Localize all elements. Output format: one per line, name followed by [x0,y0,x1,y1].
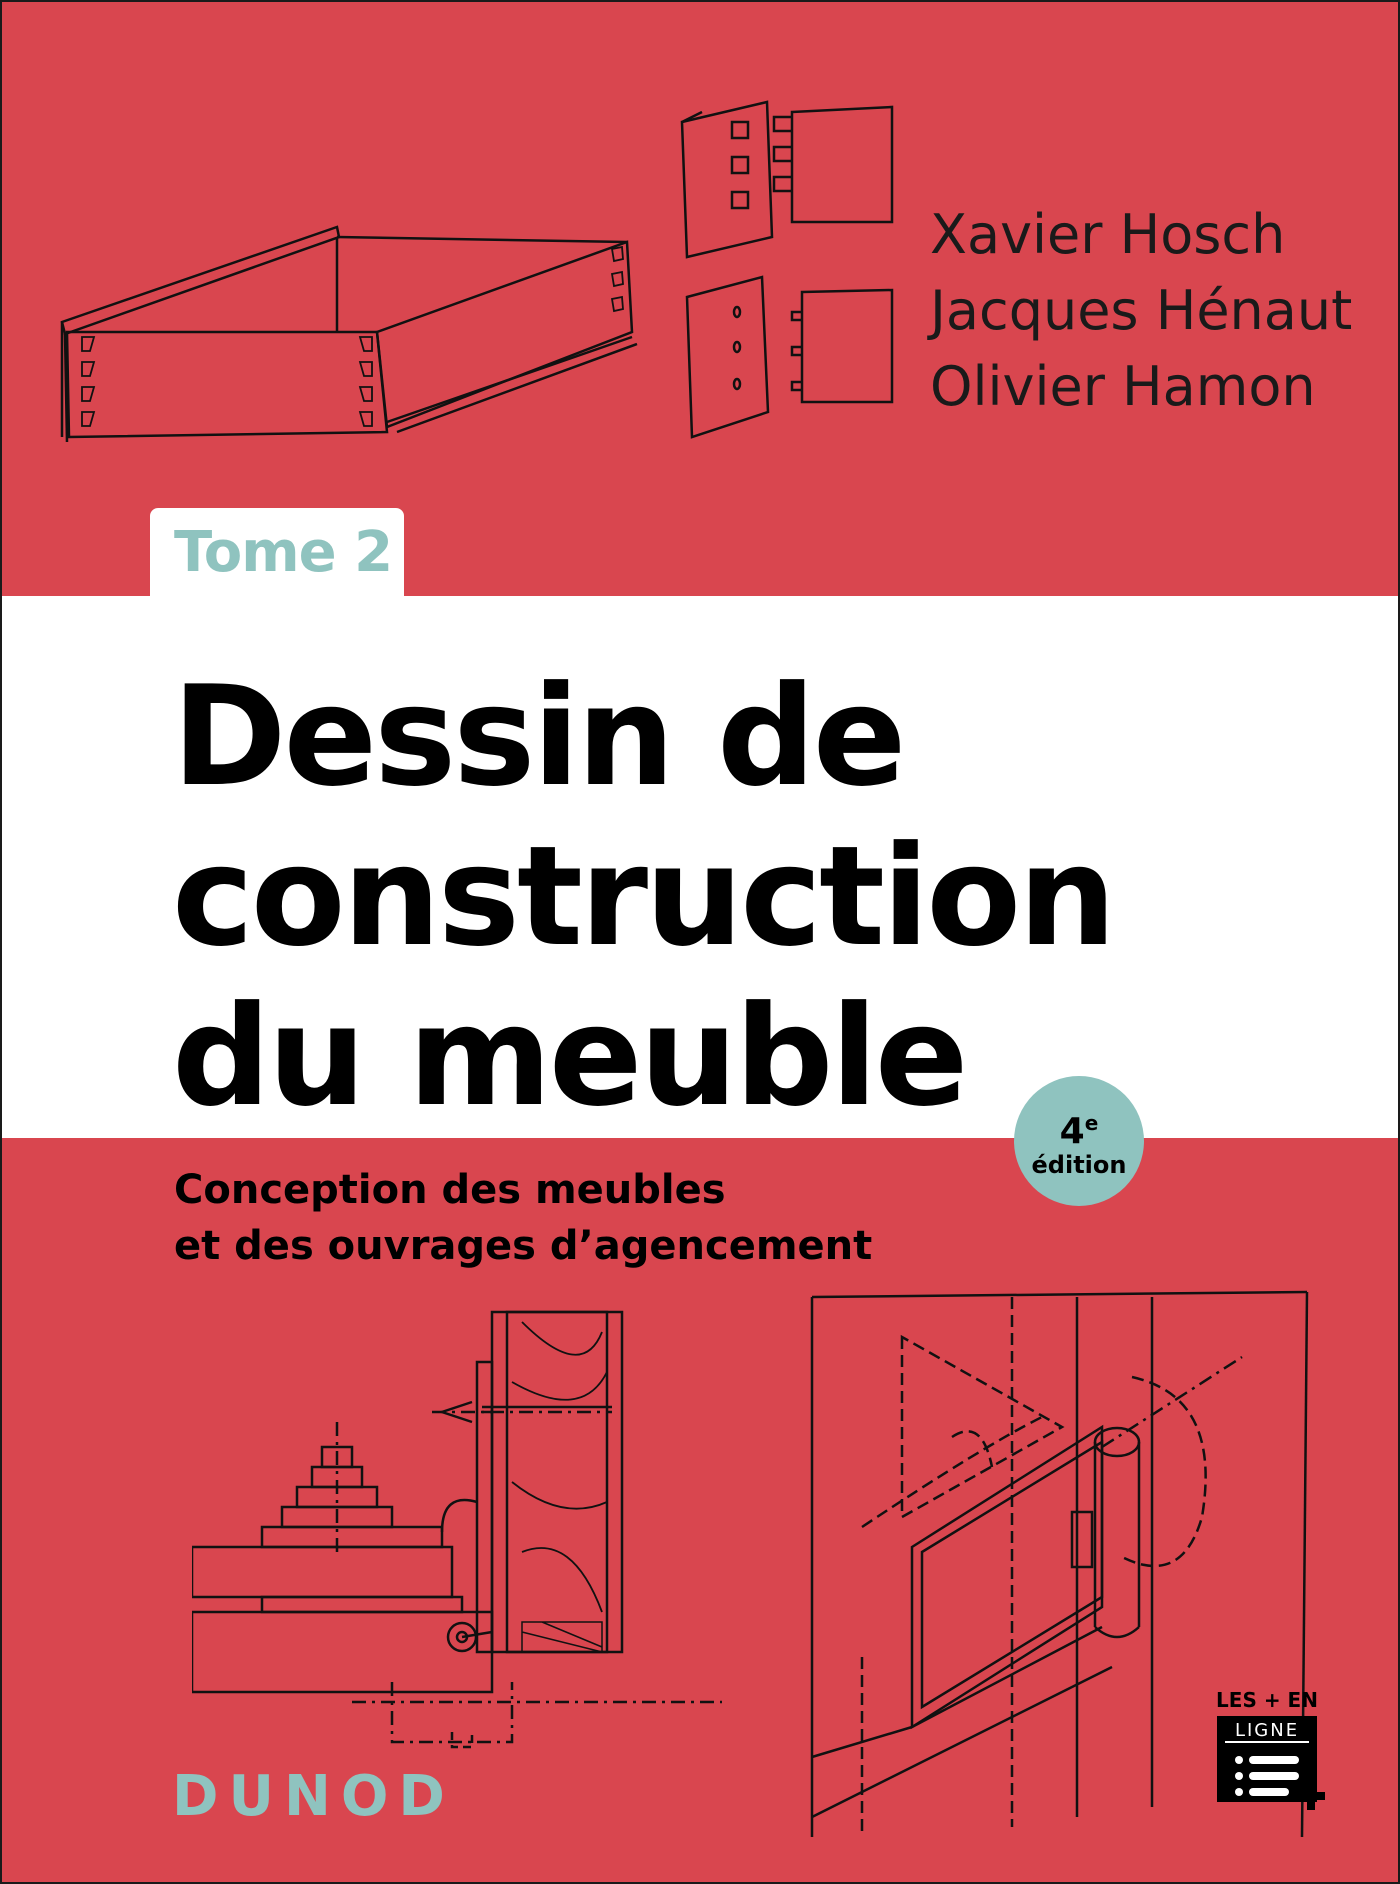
subtitle-line: et des ouvrages d’agencement [174,1223,873,1269]
online-badge-box [1217,1716,1317,1802]
author-name: Olivier Hamon [930,355,1316,418]
authors-list [930,197,1352,425]
hinge-section-drawing [192,1302,732,1752]
author-name: Jacques Hénaut [930,279,1353,342]
dovetail-joint-drawing [677,97,897,267]
title-line: du meuble [172,976,966,1137]
online-badge-top: LES + EN [1216,1688,1318,1712]
dowel-joint-drawing [682,272,902,442]
tome-label: Tome 2 [174,520,393,585]
edition-badge [1014,1076,1144,1206]
publisher-logo: DUNOD [172,1764,455,1829]
edition-number: 4 [1059,1111,1085,1152]
online-badge-label: LIGNE [1225,1716,1309,1743]
list-plus-icon [1217,1746,1337,1816]
edition-word: édition [1031,1151,1127,1179]
book-subtitle [174,1162,872,1274]
edition-superscript: e [1084,1111,1099,1135]
subtitle-line: Conception des meubles [174,1167,726,1213]
book-title [172,657,1113,1137]
drawer-drawing [57,222,647,452]
online-resources-badge [1212,1688,1322,1802]
title-line: construction [172,816,1114,977]
title-line: Dessin de [172,656,904,817]
author-name: Xavier Hosch [930,203,1286,266]
